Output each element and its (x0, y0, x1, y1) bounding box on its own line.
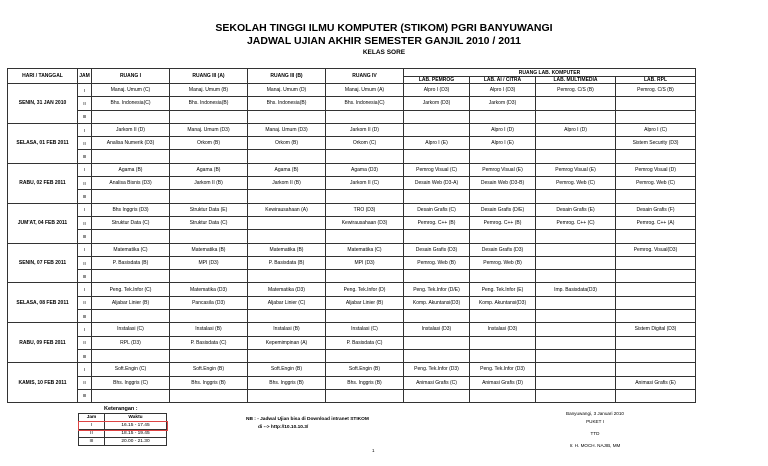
exam-cell: Matematika (C) (92, 243, 170, 256)
exam-cell (170, 349, 248, 362)
exam-cell: Matematika (B) (248, 243, 326, 256)
exam-cell: Pemrog. Web (C) (616, 177, 696, 190)
header-jam: JAM (78, 69, 92, 84)
exam-cell: Peng. Tek.Infor (C) (92, 283, 170, 296)
exam-cell (616, 349, 696, 362)
exam-cell: Desain Grafis (D/E) (470, 203, 536, 216)
session-cell: III (78, 270, 92, 283)
legend-header-waktu: Waktu (105, 414, 167, 422)
exam-cell (536, 243, 616, 256)
exam-cell: RPL (D3) (92, 336, 170, 349)
table-row (8, 349, 696, 362)
exam-cell (536, 389, 616, 402)
session-cell: III (78, 110, 92, 123)
exam-cell (470, 230, 536, 243)
exam-cell (536, 310, 616, 323)
table-row (8, 97, 696, 110)
exam-cell (470, 349, 536, 362)
legend-jam-cell: III (79, 438, 105, 446)
exam-cell (470, 336, 536, 349)
header-lab-multimedia: LAB. MULTIMEDIA (536, 77, 616, 84)
session-cell: I (78, 84, 92, 97)
header-ruang-4: RUANG IV (326, 69, 404, 84)
exam-cell: Kewirausahaan (D3) (326, 216, 404, 229)
exam-cell: Imp. Basisdata(D3) (536, 283, 616, 296)
exam-cell: P. Basisdata (C) (170, 336, 248, 349)
exam-cell (326, 110, 404, 123)
session-cell: I (78, 123, 92, 136)
exam-cell: Alpro I (D3) (404, 84, 470, 97)
table-row (8, 389, 696, 402)
exam-cell (404, 123, 470, 136)
legend-body (79, 422, 167, 446)
exam-cell (248, 190, 326, 203)
exam-cell: MPI (D3) (170, 256, 248, 269)
day-cell: SELASA, 01 FEB 2011 (8, 123, 78, 163)
table-row (8, 283, 696, 296)
exam-cell: Pemrog Visual (E) (536, 163, 616, 176)
table-row (8, 163, 696, 176)
exam-cell: Kepemimpinan (A) (248, 336, 326, 349)
table-row (8, 216, 696, 229)
table-row (8, 203, 696, 216)
exam-cell: Pemrog. Visual(D3) (616, 243, 696, 256)
exam-cell (470, 190, 536, 203)
session-cell: I (78, 323, 92, 336)
exam-cell: Agama (B) (248, 163, 326, 176)
day-cell: SENIN, 31 JAN 2010 (8, 84, 78, 124)
exam-cell: Pemrog Visual (C) (404, 163, 470, 176)
exam-cell: Bhs. Indonesia(B) (248, 97, 326, 110)
exam-cell: MPI (D3) (326, 256, 404, 269)
exam-cell (536, 110, 616, 123)
exam-cell: Manaj. Umum (D3) (248, 123, 326, 136)
exam-cell (536, 323, 616, 336)
exam-cell: Soft.Engin (C) (92, 363, 170, 376)
session-cell: II (78, 97, 92, 110)
exam-cell (616, 270, 696, 283)
session-cell: I (78, 163, 92, 176)
table-row (8, 243, 696, 256)
exam-cell (404, 110, 470, 123)
exam-cell: Aljabar Linier (B) (92, 296, 170, 309)
session-cell: II (78, 336, 92, 349)
note-line-2: di --> http://10.10.10.3/ (258, 425, 309, 430)
table-row (8, 323, 696, 336)
exam-cell: Pemrog. Web (C) (536, 177, 616, 190)
exam-cell (536, 230, 616, 243)
exam-cell: Alpro I (E) (470, 137, 536, 150)
exam-cell: Analisa Bisnis (D3) (92, 177, 170, 190)
exam-cell: Sistem Security (D3) (616, 137, 696, 150)
exam-cell: P. Basisdata (C) (326, 336, 404, 349)
legend-title: Keterangan : (104, 406, 138, 412)
exam-cell: Sistem Digital (D3) (616, 323, 696, 336)
exam-cell (248, 349, 326, 362)
exam-cell (326, 190, 404, 203)
exam-cell (404, 230, 470, 243)
session-cell: II (78, 256, 92, 269)
session-cell: II (78, 137, 92, 150)
exam-cell: Jarkom II (B) (248, 177, 326, 190)
exam-cell: Analisa Numerik (D3) (92, 137, 170, 150)
exam-cell: Soft.Engin (B) (248, 363, 326, 376)
schedule-title: JADWAL UJIAN AKHIR SEMESTER GANJIL 2010 / 2011 (246, 35, 522, 47)
exam-cell: Desain Grafis (C) (404, 203, 470, 216)
exam-cell (470, 310, 536, 323)
legend-time-cell: 16.15 - 17.45 (105, 422, 167, 430)
exam-cell (536, 150, 616, 163)
exam-cell: Matematika (C) (326, 243, 404, 256)
header-lab-rpl: LAB. RPL (616, 77, 696, 84)
exam-schedule-table (7, 68, 696, 403)
exam-cell (170, 110, 248, 123)
legend-jam-cell: II (79, 430, 105, 438)
exam-cell: Bhs. Inggris (B) (326, 376, 404, 389)
exam-cell (92, 310, 170, 323)
exam-cell: Alpro I (D) (536, 123, 616, 136)
exam-cell: Alpro I (D3) (470, 84, 536, 97)
exam-cell: Peng. Tek.Infor (D3) (404, 363, 470, 376)
exam-cell: Agama (B) (170, 163, 248, 176)
exam-cell: Pemrog. C++ (B) (470, 216, 536, 229)
legend-jam-cell: I (79, 422, 105, 430)
session-cell: II (78, 216, 92, 229)
exam-cell: Alpro I (E) (404, 137, 470, 150)
day-cell: JUM'AT, 04 FEB 2011 (8, 203, 78, 243)
exam-cell (536, 336, 616, 349)
exam-cell (470, 389, 536, 402)
legend-header-jam: Jam (79, 414, 105, 422)
exam-cell: TRO (D3) (326, 203, 404, 216)
exam-cell (616, 310, 696, 323)
exam-cell (536, 296, 616, 309)
session-cell: III (78, 230, 92, 243)
exam-cell (616, 283, 696, 296)
exam-cell: Matematika (B) (170, 243, 248, 256)
exam-cell: Bhs. Inggris (B) (170, 376, 248, 389)
exam-cell (536, 376, 616, 389)
exam-cell: Kewirausahaan (A) (248, 203, 326, 216)
header-lab-ai: LAB. AI / CITRA (470, 77, 536, 84)
signature-block (520, 410, 670, 450)
exam-cell: Pemrog Visual (E) (470, 163, 536, 176)
table-row (8, 150, 696, 163)
session-cell: I (78, 283, 92, 296)
exam-cell: Matematika (D3) (170, 283, 248, 296)
sign-name: Ir. H. MOCH. NAJIB, MM (569, 443, 621, 448)
exam-cell: Alpro I (C) (616, 123, 696, 136)
exam-cell: Struktur Data (C) (92, 216, 170, 229)
class-title: KELAS SORE (362, 49, 406, 56)
page-number: 1 (372, 448, 375, 453)
exam-cell: Struktur Data (E) (170, 203, 248, 216)
session-cell: III (78, 150, 92, 163)
exam-cell: Pancasila (D3) (170, 296, 248, 309)
exam-cell: Struktur Data (C) (170, 216, 248, 229)
exam-cell (536, 363, 616, 376)
exam-cell (470, 150, 536, 163)
exam-cell (470, 270, 536, 283)
exam-cell (404, 190, 470, 203)
exam-cell: Jarkom (D3) (404, 97, 470, 110)
exam-cell: Peng. Tek.Infor (D/E) (404, 283, 470, 296)
exam-cell: Pemrog Visual (D) (616, 163, 696, 176)
exam-cell: Pemrog. C++ (C) (536, 216, 616, 229)
exam-cell (616, 363, 696, 376)
exam-cell: Manaj. Umum (A) (326, 84, 404, 97)
legend-row (79, 430, 167, 438)
exam-cell: Pemrog. Web (B) (470, 256, 536, 269)
exam-cell: Jarkom II (D) (326, 123, 404, 136)
table-row (8, 336, 696, 349)
exam-cell (404, 389, 470, 402)
table-row (8, 84, 696, 97)
session-cell: III (78, 389, 92, 402)
exam-cell: Animasi Grafis (C) (404, 376, 470, 389)
legend-time-cell: 18.15 - 19.45 (105, 430, 167, 438)
exam-cell: Alpro I (D) (470, 123, 536, 136)
exam-cell (404, 270, 470, 283)
exam-cell: Instalasi (D3) (470, 323, 536, 336)
session-cell: II (78, 376, 92, 389)
exam-cell (616, 110, 696, 123)
table-row (8, 123, 696, 136)
exam-cell (616, 256, 696, 269)
table-row (8, 137, 696, 150)
exam-cell (404, 349, 470, 362)
exam-cell (470, 110, 536, 123)
exam-cell (170, 150, 248, 163)
exam-cell: Jarkom II (C) (326, 177, 404, 190)
exam-cell: Bhs. Inggris (C) (92, 376, 170, 389)
exam-cell: Jarkom II (D) (92, 123, 170, 136)
exam-cell: P. Basisdata (B) (92, 256, 170, 269)
table-row (8, 230, 696, 243)
exam-cell: Peng. Tek.Infor (D) (326, 283, 404, 296)
table-row (8, 256, 696, 269)
exam-cell: Pemrog. C/S (B) (536, 84, 616, 97)
exam-cell: Bhs. Inggris (B) (248, 376, 326, 389)
exam-cell (404, 150, 470, 163)
exam-cell: Soft.Engin (B) (326, 363, 404, 376)
exam-cell (536, 190, 616, 203)
exam-cell (536, 97, 616, 110)
session-cell: III (78, 310, 92, 323)
exam-cell (326, 389, 404, 402)
exam-cell (248, 270, 326, 283)
exam-cell (92, 389, 170, 402)
exam-cell: Peng. Tek.Infor (D3) (470, 363, 536, 376)
session-cell: I (78, 363, 92, 376)
table-row (8, 310, 696, 323)
exam-cell: Instalasi (B) (248, 323, 326, 336)
note (246, 416, 369, 432)
day-cell: SENIN, 07 FEB 2011 (8, 243, 78, 283)
header-ruang-lab: RUANG LAB. KOMPUTER (404, 69, 696, 77)
exam-cell (536, 256, 616, 269)
exam-cell: Desain Grafis (D3) (470, 243, 536, 256)
exam-cell (248, 389, 326, 402)
exam-cell (616, 150, 696, 163)
exam-cell (616, 97, 696, 110)
exam-cell: Animasi Grafis (E) (616, 376, 696, 389)
exam-cell (92, 110, 170, 123)
sign-role: PUKET I (586, 419, 604, 424)
document-header (0, 22, 768, 58)
exam-cell (170, 190, 248, 203)
exam-cell (616, 230, 696, 243)
exam-cell: Desain Web (D3-B) (470, 177, 536, 190)
table-row (8, 296, 696, 309)
sign-place-date: Banyuwangi, 3 Januari 2010 (566, 411, 624, 416)
exam-cell: Desain Grafis (E) (536, 203, 616, 216)
exam-cell: Orkom (B) (170, 137, 248, 150)
exam-cell: Aljabar Linier (B) (326, 296, 404, 309)
day-cell: SELASA, 08 FEB 2011 (8, 283, 78, 323)
exam-cell (248, 310, 326, 323)
table-row (8, 110, 696, 123)
exam-cell: Bhs. Indonesia(C) (326, 97, 404, 110)
table-row (8, 376, 696, 389)
exam-cell (170, 389, 248, 402)
exam-cell: Jarkom (D3) (470, 97, 536, 110)
exam-cell: Bhs Inggris (D3) (92, 203, 170, 216)
exam-cell (616, 190, 696, 203)
exam-cell (92, 349, 170, 362)
table-row (8, 177, 696, 190)
exam-cell: Bhs. Indonesia(B) (170, 97, 248, 110)
day-cell: RABU, 02 FEB 2011 (8, 163, 78, 203)
exam-cell: Agama (D3) (326, 163, 404, 176)
day-cell: RABU, 09 FEB 2011 (8, 323, 78, 363)
session-cell: III (78, 349, 92, 362)
exam-cell (92, 150, 170, 163)
exam-cell: Manaj. Umum (B) (170, 84, 248, 97)
exam-cell: Manaj. Umum (D) (248, 84, 326, 97)
legend (78, 406, 167, 446)
exam-cell: Komp. Akuntansi(D3) (404, 296, 470, 309)
exam-cell (326, 230, 404, 243)
exam-cell: Peng. Tek.Infor (E) (470, 283, 536, 296)
legend-row (79, 438, 167, 446)
day-cell: KAMIS, 10 FEB 2011 (8, 363, 78, 403)
exam-cell (536, 349, 616, 362)
exam-cell: Desain Grafis (D3) (404, 243, 470, 256)
exam-cell: Jarkom II (B) (170, 177, 248, 190)
exam-cell (404, 310, 470, 323)
exam-cell: Matematika (D3) (248, 283, 326, 296)
exam-cell (616, 336, 696, 349)
legend-row (79, 422, 167, 430)
exam-cell (248, 150, 326, 163)
sign-ttd: TTD (590, 431, 600, 436)
table-row (8, 270, 696, 283)
header-ruang-3b: RUANG III (B) (248, 69, 326, 84)
exam-cell: Orkom (B) (248, 137, 326, 150)
exam-cell: Desain Web (D3-A) (404, 177, 470, 190)
session-cell: I (78, 243, 92, 256)
table-row (8, 363, 696, 376)
exam-cell (326, 349, 404, 362)
session-cell: III (78, 190, 92, 203)
time-legend-table (78, 413, 167, 446)
session-cell: II (78, 177, 92, 190)
exam-cell (326, 270, 404, 283)
header-ruang-3a: RUANG III (A) (170, 69, 248, 84)
exam-cell (326, 310, 404, 323)
exam-cell (326, 150, 404, 163)
exam-cell: Aljabar Linier (C) (248, 296, 326, 309)
exam-cell: Komp. Akuntansi(D3) (470, 296, 536, 309)
exam-cell: Desain Grafis (F) (616, 203, 696, 216)
note-line-1: NB : - Jadwal Ujian bisa di Download intranet STIKOM (246, 417, 369, 422)
exam-cell (248, 110, 326, 123)
exam-cell (170, 270, 248, 283)
exam-cell (170, 230, 248, 243)
exam-cell (536, 270, 616, 283)
exam-cell (92, 270, 170, 283)
session-cell: II (78, 296, 92, 309)
table-row (8, 190, 696, 203)
exam-cell: Instalasi (C) (92, 323, 170, 336)
legend-time-cell: 20.00 - 21.30 (105, 438, 167, 446)
exam-cell: Instalasi (C) (326, 323, 404, 336)
exam-cell: Soft.Engin (B) (170, 363, 248, 376)
exam-cell (248, 230, 326, 243)
header-ruang-1: RUANG I (92, 69, 170, 84)
exam-cell (616, 296, 696, 309)
exam-cell: Instalasi (D3) (404, 323, 470, 336)
exam-cell: Instalasi (B) (170, 323, 248, 336)
exam-cell (616, 389, 696, 402)
session-cell: I (78, 203, 92, 216)
header-lab-pemrog: LAB. PEMROG (404, 77, 470, 84)
exam-cell: P. Basisdata (B) (248, 256, 326, 269)
exam-cell: Animasi Grafis (D) (470, 376, 536, 389)
exam-cell: Orkom (C) (326, 137, 404, 150)
exam-cell (404, 336, 470, 349)
exam-cell: Pemrog. C++ (A) (616, 216, 696, 229)
exam-cell: Pemrog. Web (B) (404, 256, 470, 269)
exam-cell: Agama (B) (92, 163, 170, 176)
exam-cell: Manaj. Umum (D3) (170, 123, 248, 136)
exam-cell (536, 137, 616, 150)
exam-cell (92, 190, 170, 203)
exam-cell: Pemrog. C/S (B) (616, 84, 696, 97)
exam-cell: Manaj. Umum (C) (92, 84, 170, 97)
exam-cell (92, 230, 170, 243)
exam-cell (170, 310, 248, 323)
header-day: HARI / TANGGAL (8, 69, 78, 84)
exam-cell (248, 216, 326, 229)
exam-cell: Bhs. Indonesia(C) (92, 97, 170, 110)
exam-cell: Pemrog. C++ (B) (404, 216, 470, 229)
schedule-body (8, 84, 696, 403)
institution-title: SEKOLAH TINGGI ILMU KOMPUTER (STIKOM) PGRI BANYUWANGI (215, 22, 553, 34)
